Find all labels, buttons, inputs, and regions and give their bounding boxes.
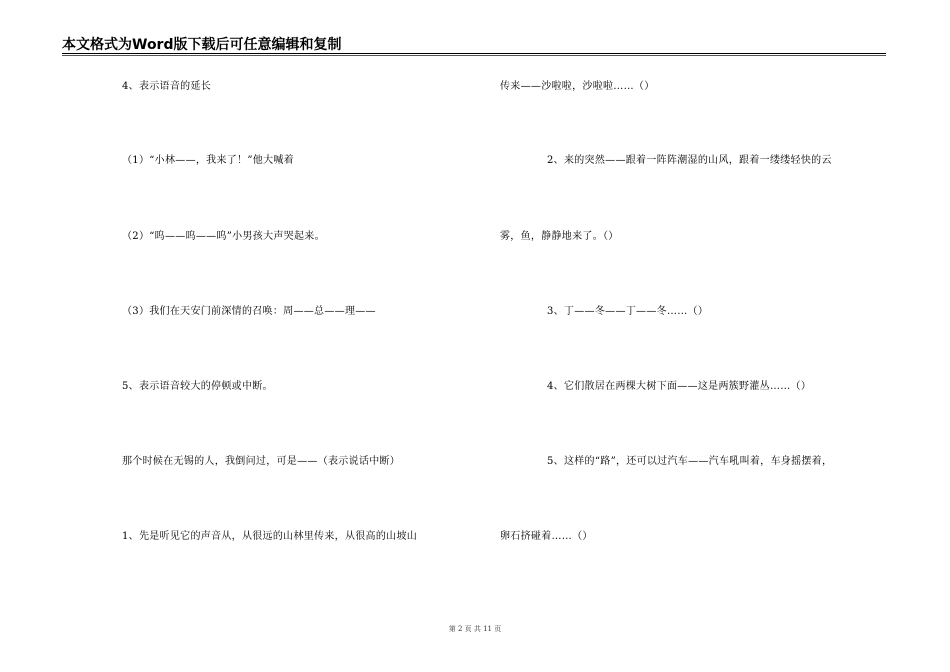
right-line-4: 3、丁——冬——丁——冬……（） bbox=[547, 306, 709, 317]
left-line-6: 那个时候在无锡的人，我倒问过，可是——（表示说话中断） bbox=[122, 456, 401, 467]
right-line-7: 卵石挤碰着……（） bbox=[500, 531, 593, 542]
left-line-5: 5、表示语音较大的停顿或中断。 bbox=[122, 381, 273, 392]
right-line-5: 4、它们散居在两棵大树下面——这是两簇野灌丛……（） bbox=[547, 381, 812, 392]
left-line-3: （2）“呜——呜——呜”小男孩大声哭起来。 bbox=[122, 231, 325, 242]
document-header-title: 本文格式为Word版下载后可任意编辑和复制 bbox=[62, 37, 342, 53]
left-line-2: （1）“小林——，我来了！”他大喊着 bbox=[122, 155, 294, 166]
left-line-1: 4、表示语音的延长 bbox=[122, 81, 212, 92]
right-line-6: 5、这样的“路”，还可以过汽车——汽车吼叫着，车身摇摆着， bbox=[547, 456, 833, 467]
page-footer: 第 2 页 共 11 页 bbox=[448, 625, 502, 633]
right-line-3: 雾，鱼，静静地来了。（） bbox=[500, 231, 619, 242]
left-line-7: 1、先是听见它的声音从，从很远的山林里传来，从很高的山坡山 bbox=[122, 531, 418, 542]
header-rule-thick bbox=[62, 53, 886, 54]
header-rule-thin bbox=[62, 55, 886, 56]
right-line-2: 2、来的突然——跟着一阵阵潮湿的山风，跟着一缕缕轻快的云 bbox=[547, 155, 832, 166]
right-line-1: 传来——沙啦啦，沙啦啦……（） bbox=[500, 81, 655, 92]
left-line-4: （3）我们在天安门前深情的召唤：周——总——理—— bbox=[122, 306, 376, 317]
